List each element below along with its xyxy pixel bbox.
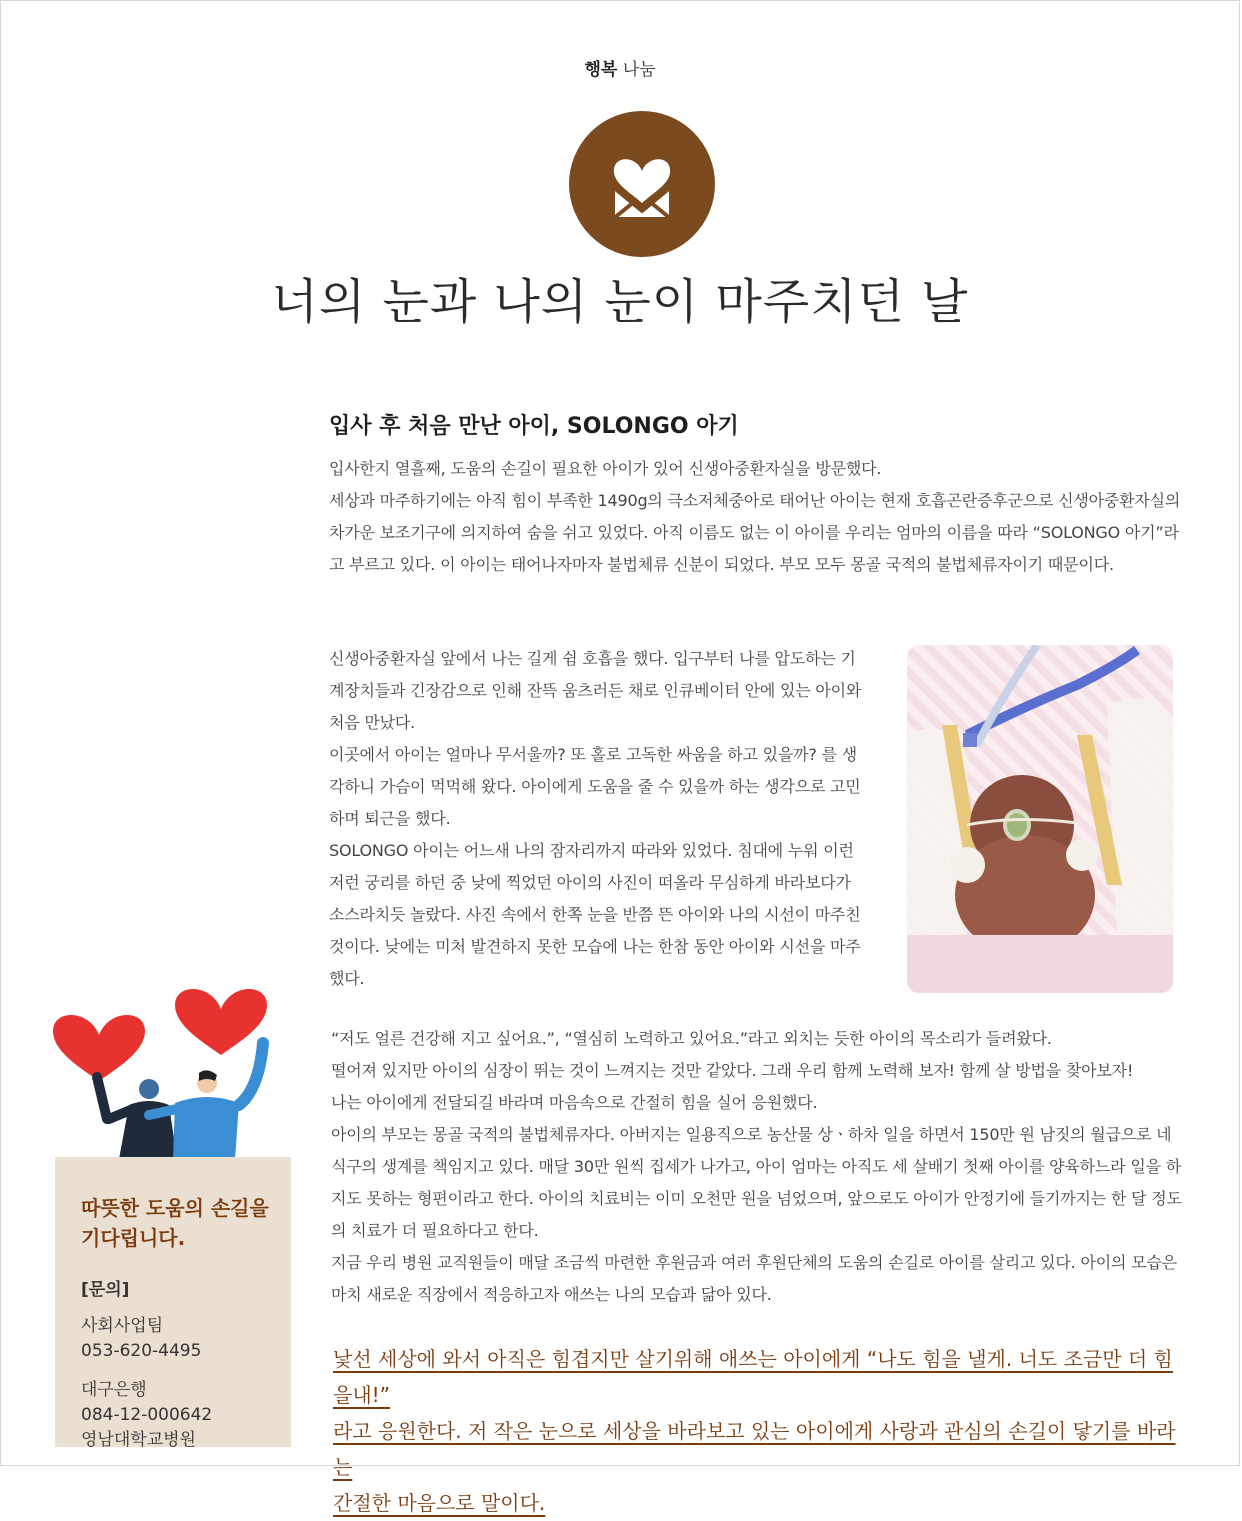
paragraph-3 [331, 1023, 1187, 1311]
paragraph-3-line: “저도 얼른 건강해 지고 싶어요.”, “열심히 노력하고 있어요.”라고 외치는 듯한 아이의 목소리가 들려왔다. [331, 1029, 1052, 1048]
heart-envelope-icon [569, 111, 715, 257]
inquiry-label: [문의] [81, 1280, 130, 1300]
watermark [121, 431, 251, 661]
paragraph-3-line: 나는 아이에게 전달되길 바라며 마음속으로 간절히 힘을 실어 응원했다. [331, 1093, 818, 1112]
closing-line: 낯선 세상에 와서 아직은 힘겹지만 살기위해 애쓰는 아이에게 “나도 힘을 낼게. 너도 조금만 더 힘을내!” [333, 1347, 1173, 1407]
account-number: 084-12-000642 [81, 1405, 213, 1425]
section-tag [1, 55, 1239, 80]
paragraph-3-line: 떨어져 있지만 아이의 심장이 뛰는 것이 느껴지는 것만 같았다. 그래 우리 함께 노력해 보자! 함께 살 방법을 찾아보자! [331, 1061, 1134, 1080]
bank-name: 대구은행 [81, 1380, 147, 1400]
couple-holding-hearts-illustration [49, 969, 279, 1159]
closing-line: 간절한 마음으로 말이다. [333, 1491, 546, 1515]
paragraph-3-line: 아이의 부모는 몽골 국적의 불법체류자다. 아버지는 일용직으로 농산물 상ㆍ하차 일을 하면서 150만 원 남짓의 월급으로 네 식구의 생계를 책임지고 있다. 매달 30만 원씩 집세가 나가고, 아이 엄마는 아직도 세 살배기 첫째 아이를 양육하느라 일을 하지도 못하는 형편이라고 한다. 아이의 치료비는 이미 오천만 원을 넘었으며, 앞으로도 아이가 안정기에 들기까지는 한 달 정도의 치료가 더 필요하다고 한다. [331, 1125, 1182, 1240]
paragraph-3-line: 지금 우리 병원 교직원들이 매달 조금씩 마련한 후원금과 여러 후원단체의 도움의 손길로 아이를 살리고 있다. 아이의 모습은 마치 새로운 직장에서 적응하고자 애쓰는 나의 모습과 닮아 있다. [331, 1253, 1177, 1304]
closing-line: 라고 응원한다. 저 작은 눈으로 세상을 바라보고 있는 아이에게 사랑과 관심의 손길이 닿기를 바라는 [333, 1419, 1176, 1479]
paragraph-1-line: 입사한지 열흘째, 도움의 손길이 필요한 아이가 있어 신생아중환자실을 방문했다. [329, 459, 882, 478]
paragraph-2-line: 신생아중환자실 앞에서 나는 길게 쉼 호흡을 했다. 입구부터 나를 압도하는 기계장치들과 긴장감으로 인해 잔뜩 움츠러든 채로 인큐베이터 안에 있는 아이와 처음 만났다. [329, 649, 862, 732]
paragraph-2 [329, 643, 869, 995]
info-heading-line2: 기다립니다. [81, 1226, 186, 1250]
info-heading-line1: 따뜻한 도움의 손길을 [81, 1196, 269, 1220]
paragraph-2-line: SOLONGO 아이는 어느새 나의 잠자리까지 따라와 있었다. 침대에 누워 이런저런 궁리를 하던 중 낮에 찍었던 아이의 사진이 떠올라 무심하게 바라보다가 소스라치듯 놀랐다. 사진 속에서 한쪽 눈을 반쯤 뜬 아이와 나의 시선이 마주친 것이다. 낮에는 미처 발견하지 못한 모습에 나는 한참 동안 아이와 시선을 마주했다. [329, 841, 861, 988]
phone-number: 053-620-4495 [81, 1341, 202, 1361]
section-tag-rest: 나눔 [622, 60, 656, 80]
department: 사회사업팀 [81, 1316, 164, 1336]
paragraph-1 [329, 453, 1185, 581]
subheading: 입사 후 처음 만난 아이, SOLONGO 아기 [329, 414, 739, 439]
section-tag-strong: 행복 [584, 60, 618, 80]
donation-info-box [55, 1157, 291, 1450]
paragraph-1-line: 세상과 마주하기에는 아직 힘이 부족한 1490g의 극소저체중아로 태어난 아이는 현재 호흡곤란증후군으로 신생아중환자실의 차가운 보조기구에 의지하여 숨을 쉬고 있었다. 아직 이름도 없는 이 아이를 우리는 엄마의 이름을 따라 “SOLONGO 아기”라고 부르고 있다. 이 아이는 태어나자마자 불법체류 신분이 되었다. 부모 모두 몽골 국적의 불법체류자이기 때문이다. [329, 491, 1181, 574]
closing-message [333, 1341, 1187, 1521]
paragraph-2-line: 이곳에서 아이는 얼마나 무서울까? 또 홀로 고독한 싸움을 하고 있을까? 를 생각하니 가슴이 먹먹해 왔다. 아이에게 도움을 줄 수 있을까 하는 생각으로 고민하며 퇴근을 했다. [329, 745, 861, 828]
page-title: 너의 눈과 나의 눈이 마주치던 날 [271, 274, 969, 330]
incubator-baby-photo [907, 645, 1173, 993]
account-holder: 영남대학교병원 [81, 1430, 196, 1450]
